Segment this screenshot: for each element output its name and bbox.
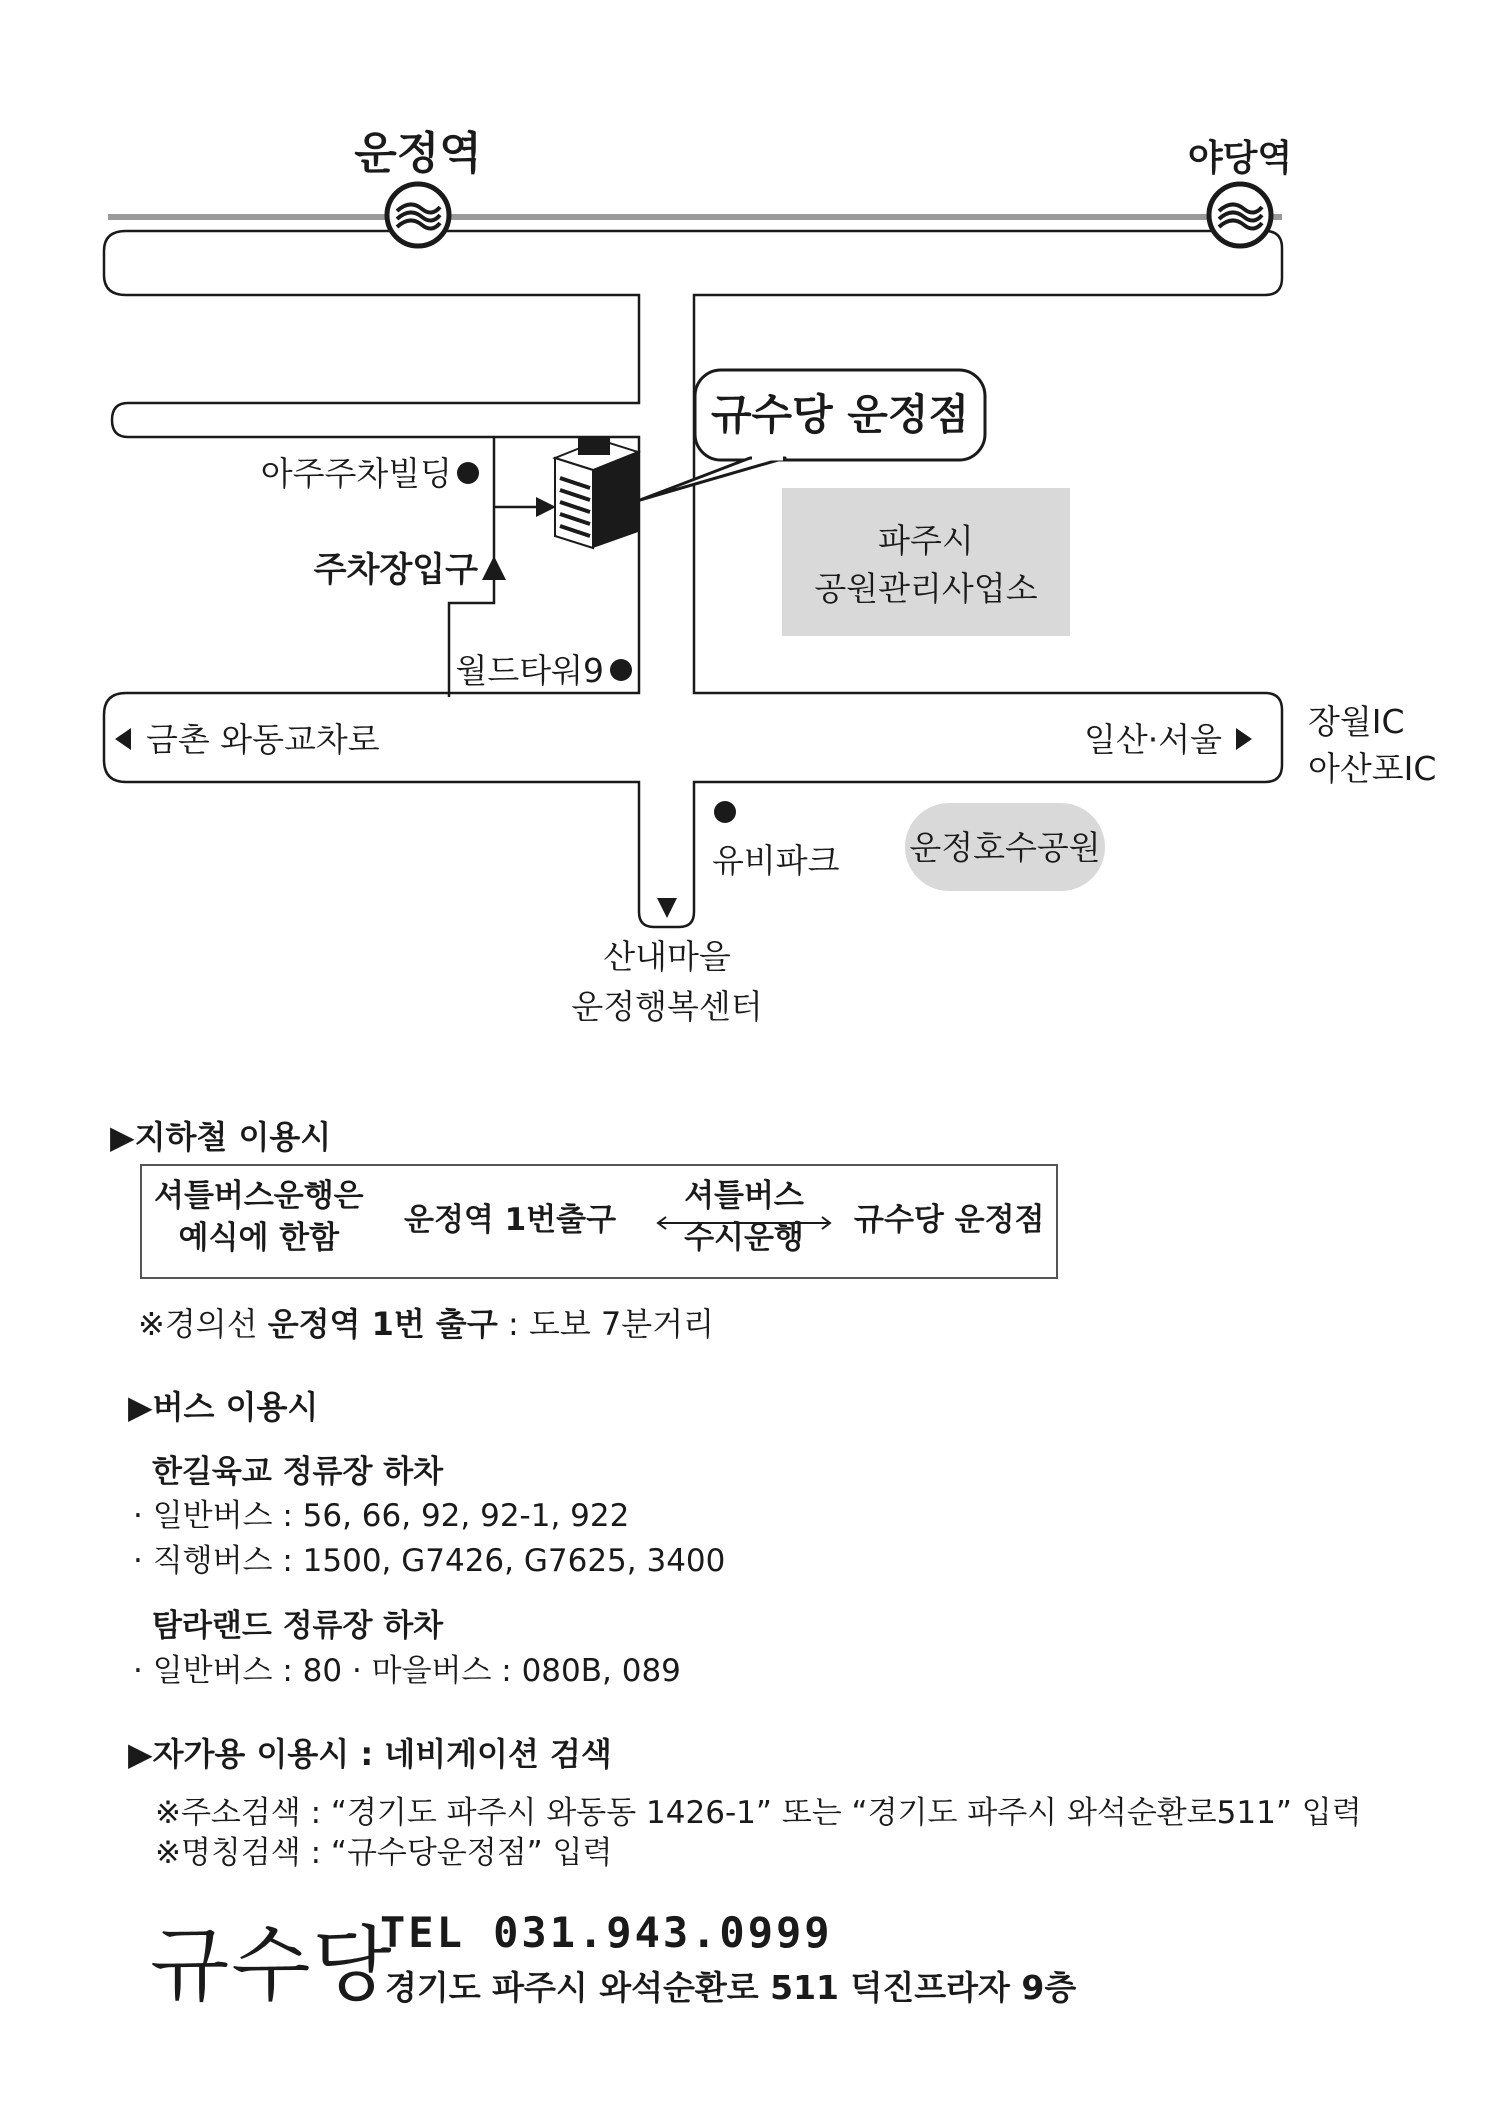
world-tower-dot (610, 659, 632, 681)
bus-route-line: · 직행버스 : 1500, G7426, G7625, 3400 (133, 1543, 726, 1579)
parking-entrance-label: 주차장입구 (313, 550, 478, 590)
callout-text: 규수당 운정점 (710, 390, 970, 439)
shuttle-note-line: 예식에 한함 (178, 1219, 340, 1256)
park-office-block (782, 488, 1070, 636)
park-office-label: 공원관리사업소 (814, 569, 1038, 608)
ic-label: 아산포IC (1308, 749, 1437, 788)
car-section-title: ▶자가용 이용시 : 네비게이션 검색 (128, 1735, 612, 1773)
aju-parking-label: 아주주차빌딩 (260, 454, 452, 493)
note-prefix: ※경의선 (138, 1305, 268, 1343)
ic-label: 장월IC (1308, 702, 1405, 741)
note-suffix: : 도보 7분거리 (497, 1305, 714, 1343)
park-office-label: 파주시 (878, 521, 974, 560)
bus-stop-name: 한길육교 정류장 하차 (152, 1454, 444, 1490)
road-network (104, 231, 1282, 927)
subway-walk-note (138, 1299, 714, 1345)
destination-label: 규수당 운정점 (854, 1202, 1045, 1238)
right-direction-label: 일산·서울 (1083, 720, 1222, 759)
station-label: 운정역 (354, 128, 482, 179)
subway-station-icon (387, 184, 449, 246)
shuttle-note-line: 셔틀버스운행은 (154, 1178, 364, 1214)
lake-park-label: 운정호수공원 (909, 828, 1101, 867)
subway-station-icon (1209, 184, 1271, 246)
bus-stop-name: 탐라랜드 정류장 하차 (152, 1608, 444, 1644)
shuttle-note (154, 1176, 364, 1260)
telephone-number: TEL 031.943.0999 (380, 1908, 833, 1957)
note-exit: 운정역 1번 출구 (267, 1305, 498, 1343)
brand-logo-text: 규수당 (150, 1918, 394, 2013)
bidirectional-arrow-icon (652, 1216, 836, 1230)
street-address: 경기도 파주시 와석순환로 511 덕진프라자 9층 (385, 1968, 1077, 2007)
location-map (0, 0, 1500, 1060)
bus-section-title: ▶버스 이용시 (128, 1388, 319, 1426)
parking-arrow-right (536, 497, 556, 517)
shuttle-info-box (140, 1164, 1058, 1279)
world-tower-label: 월드타워9 (455, 651, 604, 690)
building-icon (555, 437, 638, 548)
south-direction-label: 산내마을 (603, 937, 731, 976)
subway-section-title: ▶지하철 이용시 (110, 1118, 332, 1156)
left-direction-label: 금촌 와동교차로 (146, 720, 380, 759)
shuttle-route-line: 수시운행 (684, 1219, 804, 1256)
shuttle-route-line: 셔틀버스 (684, 1178, 804, 1214)
bus-route-line: · 일반버스 : 80 · 마을버스 : 080B, 089 (133, 1653, 681, 1689)
ubi-park-dot (714, 801, 736, 823)
south-direction-label: 운정행복센터 (571, 987, 763, 1026)
parking-entrance-arrow (482, 556, 506, 580)
ubi-park-label: 유비파크 (712, 841, 840, 880)
station-exit: 운정역 1번출구 (404, 1202, 617, 1238)
navigation-search-line: ※명칭검색 : “규수당운정점” 입력 (155, 1835, 613, 1871)
station-label: 야당역 (1187, 138, 1293, 179)
navigation-search-line: ※주소검색 : “경기도 파주시 와동동 1426-1” 또는 “경기도 파주시 와석순환로511” 입력 (155, 1795, 1362, 1831)
aju-parking-dot (457, 462, 479, 484)
bus-route-line: · 일반버스 : 56, 66, 92, 92-1, 922 (133, 1498, 630, 1534)
